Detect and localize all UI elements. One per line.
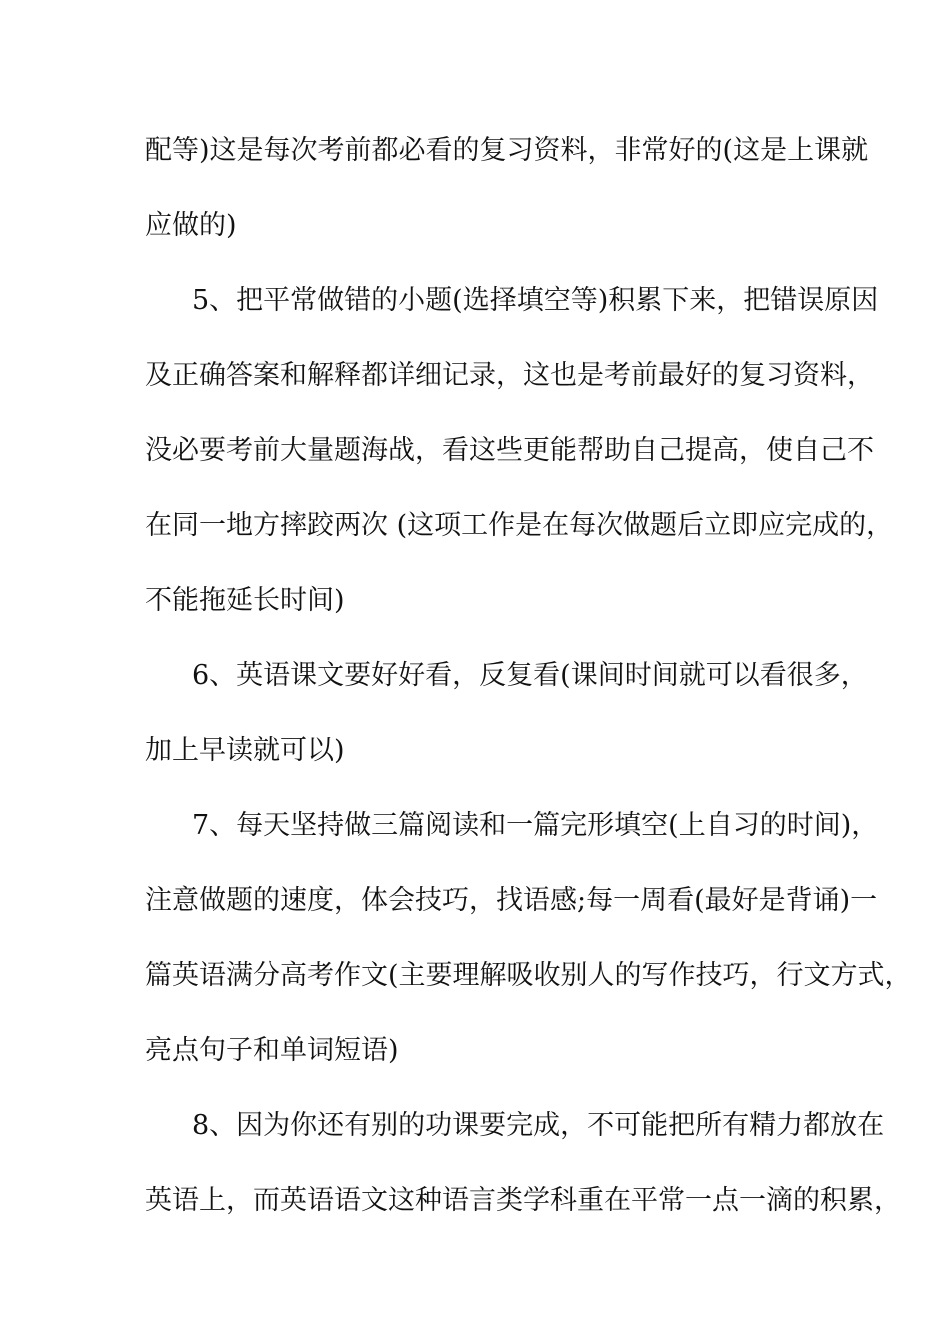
text-line: 配等)这是每次考前都必看的复习资料，非常好的(这是上课就 bbox=[145, 135, 869, 166]
text-line: 英语上，而英语语文这种语言类学科重在平常一点一滴的积累， bbox=[145, 1185, 901, 1216]
paragraph-7-start: 7、每天坚持做三篇阅读和一篇完形填空(上自习的时间)， bbox=[192, 810, 879, 841]
text-line: 加上早读就可以) bbox=[145, 735, 345, 766]
text-line: 亮点句子和单词短语) bbox=[145, 1035, 399, 1066]
paragraph-8-start: 8、因为你还有别的功课要完成，不可能把所有精力都放在 bbox=[192, 1110, 885, 1141]
text-line: 不能拖延长时间) bbox=[145, 585, 345, 616]
text-line: 及正确答案和解释都详细记录，这也是考前最好的复习资料， bbox=[145, 360, 874, 391]
text-line: 篇英语满分高考作文(主要理解吸收别人的写作技巧，行文方式， bbox=[145, 960, 912, 991]
paragraph-5-start: 5、把平常做错的小题(选择填空等)积累下来，把错误原因 bbox=[192, 285, 879, 316]
text-line: 没必要考前大量题海战，看这些更能帮助自己提高，使自己不 bbox=[145, 435, 874, 466]
text-line: 应做的) bbox=[145, 210, 237, 241]
text-line: 注意做题的速度，体会技巧，找语感;每一周看(最好是背诵)一 bbox=[145, 885, 878, 916]
paragraph-6-start: 6、英语课文要好好看，反复看(课间时间就可以看很多， bbox=[192, 660, 868, 691]
text-line: 在同一地方摔跤两次 (这项工作是在每次做题后立即应完成的， bbox=[145, 510, 894, 541]
